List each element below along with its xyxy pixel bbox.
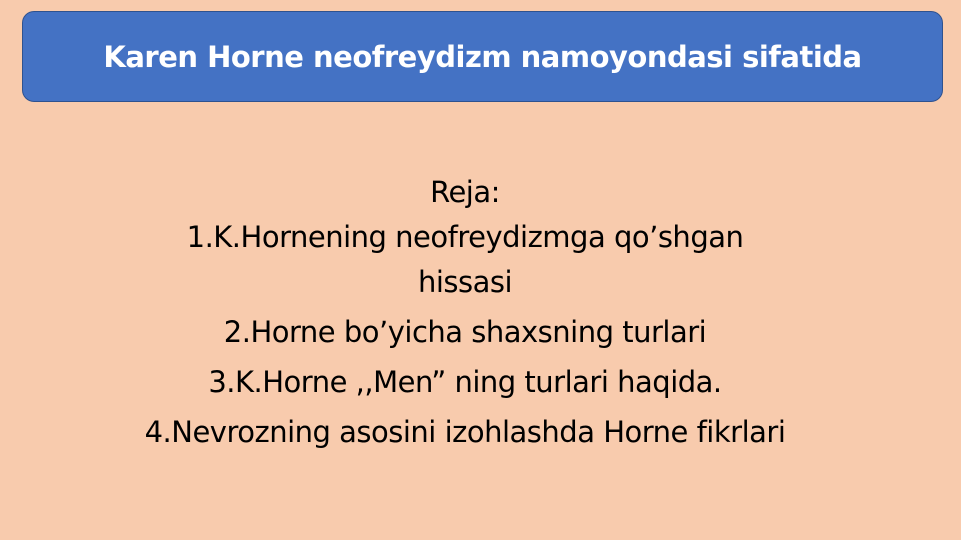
plan-item-1: 1.K.Hornening neofreydizmga qo’shgan hissasi	[186, 220, 744, 299]
plan-item-4: 4.Nevrozning asosini izohlashda Horne fikrlari	[144, 415, 786, 449]
plan-item-2: 2.Horne bo’yicha shaxsning turlari	[223, 315, 707, 349]
title-box	[22, 11, 943, 102]
plan-content	[140, 170, 790, 455]
slide-title: Karen Horne neofreydizm namoyondasi sifatida	[103, 39, 862, 74]
plan-heading: Reja:	[430, 175, 500, 209]
plan-item-3: 3.K.Horne ,,Men” ning turlari haqida.	[208, 365, 722, 399]
